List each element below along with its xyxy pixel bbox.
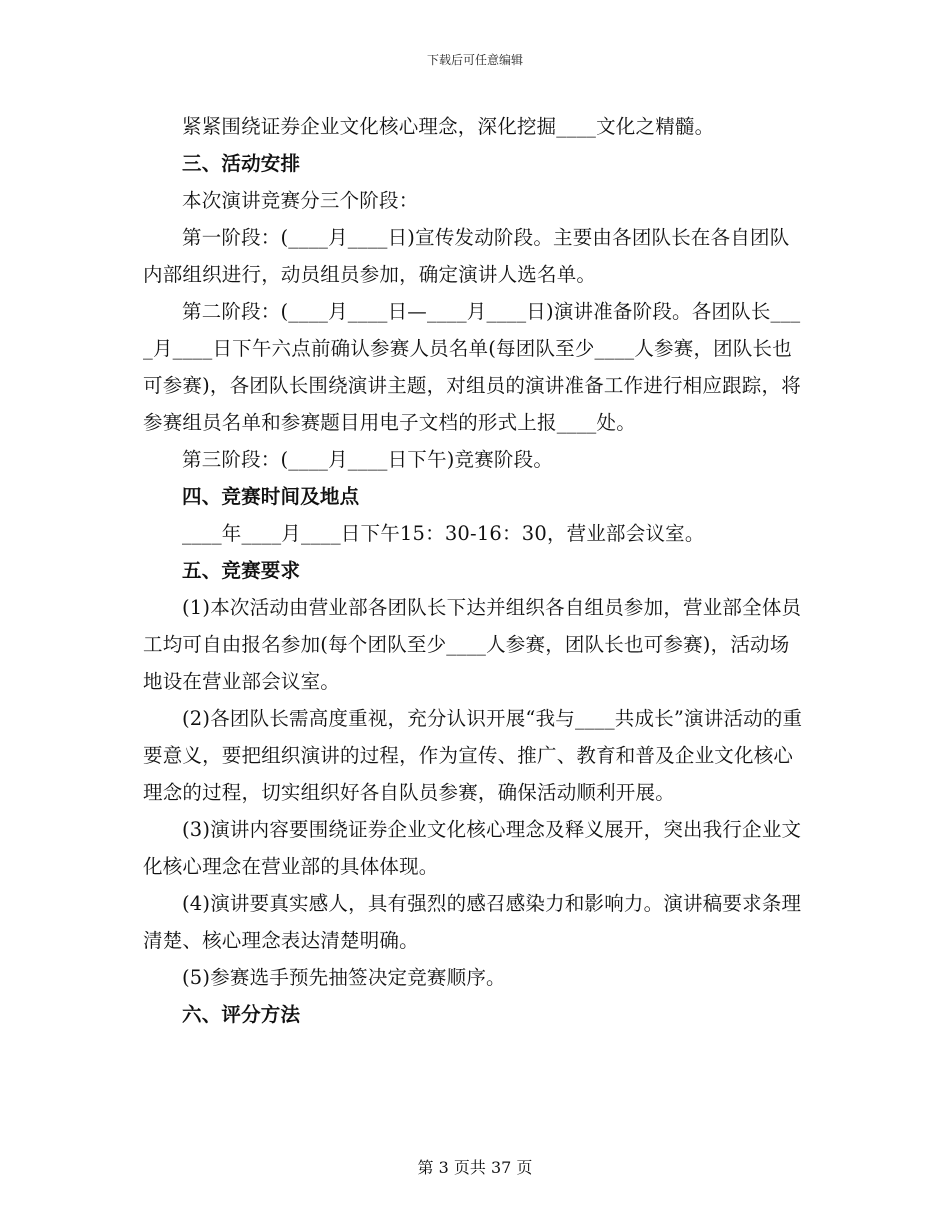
paragraph-stage-one: 第一阶段：(____月____日)宣传发动阶段。主要由各团队长在各自团队内部组织进行，动员组员参加，确定演讲人选名单。 <box>143 226 790 286</box>
paragraph-requirement-1: (1)本次活动由营业部各团队长下达并组织各自组员参加，营业部全体员工均可自由报名参加(每个团队至少____人参赛，团队长也可参赛)，活动场地设在营业部会议室。 <box>143 596 802 693</box>
heading-scoring-method: 六、评分方法 <box>182 1003 301 1026</box>
paragraph-intro-core-concept: 紧紧围绕证券企业文化核心理念，深化挖掘____文化之精髓。 <box>182 115 715 138</box>
paragraph-requirement-3: (3)演讲内容要围绕证券企业文化核心理念及释义展开，突出我行企业文化核心理念在营业部的具体体现。 <box>143 818 802 878</box>
paragraph-stage-two: 第二阶段：(____月____日—____月____日)演讲准备阶段。各团队长____月____日下午六点前确认参赛人员名单(每团队至少____人参赛，团队长也可参赛)，各团队长围绕演讲主题，对组员的演讲准备工作进行相应跟踪，将参赛组员名单和参赛题目用电子文档的形式上报____处。 <box>143 300 801 434</box>
page-header: 下载后可任意编辑 <box>426 53 523 67</box>
paragraph-time-location: ____年____月____日下午15：30-16：30，营业部会议室。 <box>182 522 705 545</box>
paragraph-requirement-5: (5)参赛选手预先抽签决定竞赛顺序。 <box>182 966 506 989</box>
paragraph-requirement-4: (4)演讲要真实感人，具有强烈的感召感染力和影响力。演讲稿要求条理清楚、核心理念表达清楚明确。 <box>143 892 802 952</box>
paragraph-stage-three: 第三阶段：(____月____日下午)竞赛阶段。 <box>182 448 554 471</box>
page-footer-page-number: 第 3 页共 37 页 <box>417 1158 533 1177</box>
document-body <box>143 108 807 1033</box>
heading-time-location: 四、竞赛时间及地点 <box>182 485 360 508</box>
paragraph-requirement-2: (2)各团队长需高度重视，充分认识开展“我与____共成长”演讲活动的重要意义，要把组织演讲的过程，作为宣传、推广、教育和普及企业文化核心理念的过程，切实组织好各自队员参赛，确保活动顺利开展。 <box>143 707 803 804</box>
paragraph-three-stages: 本次演讲竞赛分三个阶段： <box>182 189 419 212</box>
heading-activity-arrangement: 三、活动安排 <box>182 152 301 175</box>
heading-competition-requirements: 五、竞赛要求 <box>182 559 301 582</box>
